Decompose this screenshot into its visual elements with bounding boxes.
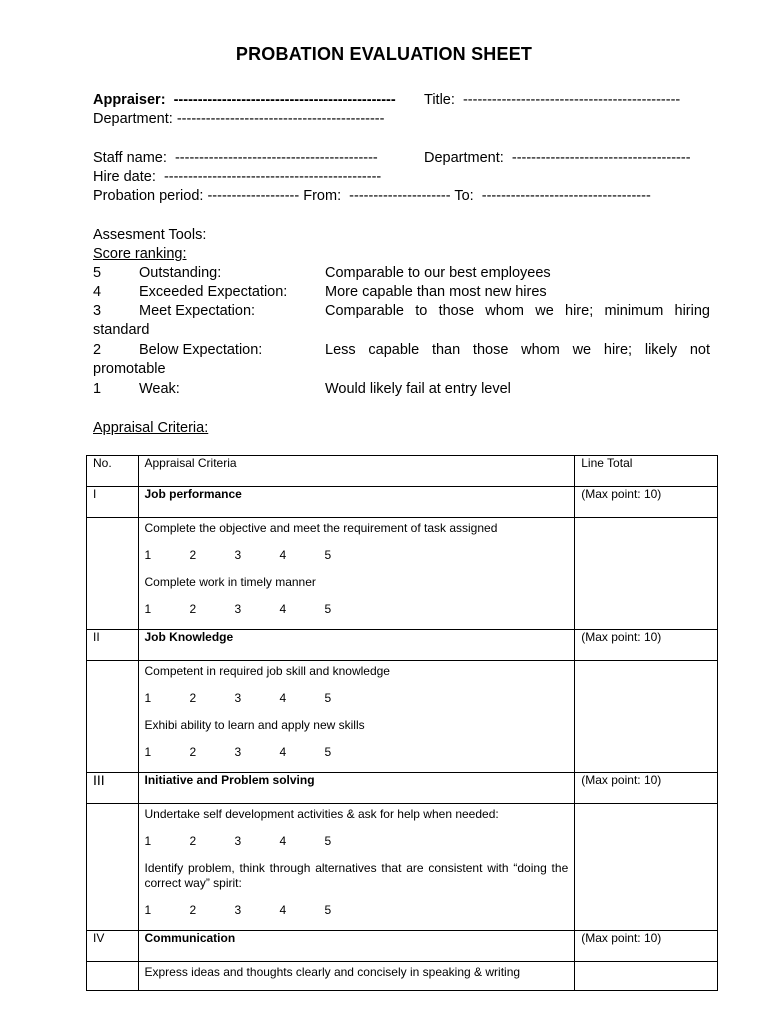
empty-cell [87, 518, 139, 630]
score-option[interactable]: 5 [324, 602, 332, 616]
hire-date-field [93, 168, 381, 186]
score-option[interactable]: 2 [189, 691, 197, 705]
department-field [93, 110, 384, 128]
title-value[interactable]: --------------------------------------------- [462, 92, 681, 108]
score-option[interactable]: 1 [144, 745, 152, 759]
ranking-score: 4 [93, 284, 102, 300]
criteria-items-cell [138, 518, 575, 630]
criteria-items-row [87, 804, 718, 931]
probation-period-field [93, 187, 651, 205]
department-value[interactable]: ------------------------------------------- [176, 111, 385, 127]
score-option[interactable]: 1 [144, 548, 152, 562]
header-no: No. [87, 456, 139, 487]
ranking-description: Comparable to those whom we hire; minimum hiring [325, 303, 710, 319]
score-options [145, 745, 569, 760]
to-label: To: [454, 188, 474, 204]
score-ranking-label: Score ranking: [93, 246, 187, 262]
score-option[interactable]: 5 [324, 903, 332, 917]
criteria-item: Undertake self development activities & ask for help when needed: [144, 807, 499, 821]
score-option[interactable]: 2 [189, 903, 197, 917]
hire-date-label: Hire date: [93, 169, 156, 185]
appraiser-label: Appraiser: [93, 92, 166, 108]
ranking-name: Exceeded Expectation: [139, 284, 288, 300]
ranking-name: Outstanding: [139, 265, 222, 281]
score-option[interactable]: 3 [234, 602, 242, 616]
score-option[interactable]: 3 [234, 834, 242, 848]
score-option[interactable]: 3 [234, 548, 242, 562]
hire-date-value[interactable]: --------------------------------------------- [163, 169, 382, 185]
line-total-cell[interactable] [575, 804, 718, 931]
header-line-total: Line Total [575, 456, 718, 487]
score-option[interactable]: 3 [234, 903, 242, 917]
ranking-description-continued: standard [93, 322, 150, 338]
staff-name-value[interactable]: ------------------------------------------ [174, 150, 378, 166]
criteria-items-row [87, 518, 718, 630]
appraisal-criteria-label: Appraisal Criteria: [93, 420, 209, 436]
section-row [87, 773, 718, 804]
score-option[interactable]: 1 [144, 903, 152, 917]
score-option[interactable]: 4 [279, 745, 287, 759]
ranking-score: 3 [93, 303, 102, 319]
ranking-row [93, 302, 710, 320]
score-options [145, 903, 569, 918]
criteria-item: Exhibi ability to learn and apply new skills [144, 718, 365, 732]
ranking-name: Meet Expectation: [139, 303, 256, 319]
criteria-items-cell [138, 661, 575, 773]
ranking-row [93, 283, 710, 301]
section-number: III [87, 773, 139, 804]
score-option[interactable]: 1 [144, 691, 152, 705]
title-label: Title: [424, 92, 455, 108]
criteria-item: Competent in required job skill and knowledge [144, 664, 390, 678]
section-name: Initiative and Problem solving [138, 773, 575, 804]
to-value[interactable]: ----------------------------------- [481, 188, 651, 204]
staff-name-field [93, 149, 378, 167]
ranking-description: Comparable to our best employees [325, 265, 551, 281]
score-option[interactable]: 4 [279, 834, 287, 848]
criteria-item: Complete the objective and meet the requirement of task assigned [144, 521, 498, 535]
ranking-score: 2 [93, 342, 102, 358]
section-number: IV [87, 931, 139, 962]
criteria-item: Complete work in timely manner [144, 575, 316, 589]
department-label: Department: [93, 111, 173, 127]
criteria-items-row [87, 962, 718, 991]
ranking-score: 1 [93, 381, 102, 397]
score-option[interactable]: 4 [279, 602, 287, 616]
score-option[interactable]: 4 [279, 903, 287, 917]
score-option[interactable]: 5 [324, 745, 332, 759]
ranking-row [93, 380, 710, 398]
score-option[interactable]: 2 [189, 745, 197, 759]
ranking-description-continued: promotable [93, 361, 166, 377]
criteria-items-row [87, 661, 718, 773]
section-name: Communication [138, 931, 575, 962]
section-max-points[interactable]: (Max point: 10) [575, 630, 718, 661]
score-options [145, 691, 569, 706]
score-option[interactable]: 4 [279, 548, 287, 562]
empty-cell [87, 962, 139, 991]
score-option[interactable]: 4 [279, 691, 287, 705]
score-option[interactable]: 5 [324, 834, 332, 848]
from-value[interactable]: --------------------- [349, 188, 451, 204]
ranking-row [93, 264, 710, 282]
ranking-description: Less capable than those whom we hire; likely not [325, 342, 710, 358]
criteria-item: Identify problem, think through alternatives that are consistent with “doing the correct way” spirit: [144, 861, 569, 890]
section-row [87, 931, 718, 962]
score-option[interactable]: 2 [189, 834, 197, 848]
section-number: I [87, 487, 139, 518]
score-option[interactable]: 3 [234, 691, 242, 705]
section-number: II [87, 630, 139, 661]
section-max-points[interactable]: (Max point: 10) [575, 487, 718, 518]
line-total-cell[interactable] [575, 661, 718, 773]
criteria-item: Express ideas and thoughts clearly and concisely in speaking & writing [144, 965, 521, 979]
header-criteria: Appraisal Criteria [138, 456, 575, 487]
section-row [87, 630, 718, 661]
score-options [145, 602, 569, 617]
ranking-name: Below Expectation: [139, 342, 263, 358]
section-row [87, 487, 718, 518]
criteria-items-cell [138, 962, 575, 991]
criteria-items-cell [138, 804, 575, 931]
appraisal-criteria-table [86, 455, 718, 991]
ranking-description: More capable than most new hires [325, 284, 547, 300]
score-option[interactable]: 2 [189, 548, 197, 562]
probation-label: Probation period: [93, 188, 204, 204]
from-label: From: [303, 188, 342, 204]
title-field [424, 91, 680, 109]
score-option[interactable]: 3 [234, 745, 242, 759]
table-header-row [87, 456, 718, 487]
section-name: Job Knowledge [138, 630, 575, 661]
score-option[interactable]: 5 [324, 548, 332, 562]
probation-value[interactable]: ------------------- [207, 188, 300, 204]
assessment-tools-label: Assesment Tools: [93, 227, 207, 243]
line-total-cell[interactable] [575, 518, 718, 630]
appraiser-value[interactable]: ---------------------------------------------- [173, 92, 396, 108]
empty-cell [87, 804, 139, 931]
page-title: PROBATION EVALUATION SHEET [235, 44, 533, 64]
section-max-points[interactable]: (Max point: 10) [575, 773, 718, 804]
staff-department-label: Department: [424, 150, 504, 166]
score-option[interactable]: 5 [324, 691, 332, 705]
staff-department-value[interactable]: ------------------------------------- [511, 150, 691, 166]
section-name: Job performance [138, 487, 575, 518]
staff-department-field [424, 149, 691, 167]
score-option[interactable]: 1 [144, 602, 152, 616]
line-total-cell[interactable] [575, 962, 718, 991]
staff-name-label: Staff name: [93, 150, 167, 166]
score-options [145, 834, 569, 849]
score-options [145, 548, 569, 563]
section-max-points[interactable]: (Max point: 10) [575, 931, 718, 962]
ranking-score: 5 [93, 265, 102, 281]
appraiser-field [93, 91, 396, 109]
score-option[interactable]: 1 [144, 834, 152, 848]
ranking-description: Would likely fail at entry level [325, 381, 511, 397]
ranking-row [93, 341, 710, 359]
score-option[interactable]: 2 [189, 602, 197, 616]
empty-cell [87, 661, 139, 773]
ranking-name: Weak: [139, 381, 180, 397]
